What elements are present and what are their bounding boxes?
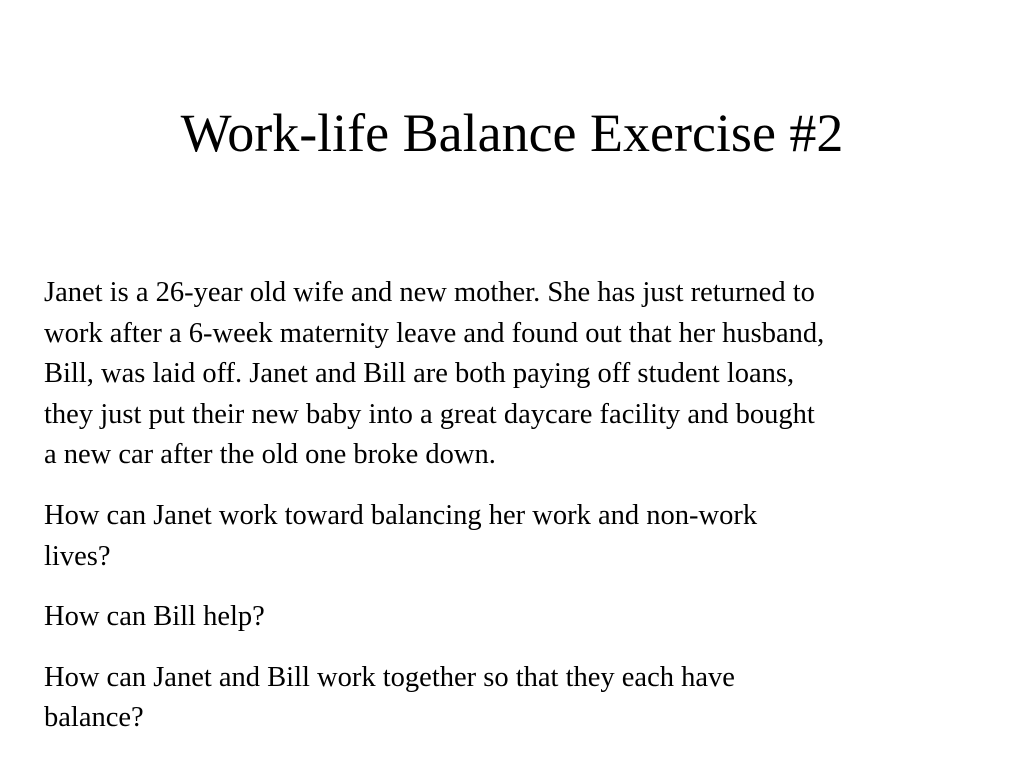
text-line: How can Janet work toward balancing her work and non-work bbox=[44, 499, 758, 531]
text-line: work after a 6-week maternity leave and found out that her husband, bbox=[44, 317, 825, 349]
scenario-paragraph bbox=[44, 273, 989, 476]
slide-title: Work-life Balance Exercise #2 bbox=[180, 103, 844, 163]
question-paragraph bbox=[44, 658, 989, 739]
question-paragraph bbox=[44, 597, 989, 638]
slide-body bbox=[44, 273, 989, 739]
text-line: they just put their new baby into a great daycare facility and bought bbox=[44, 398, 815, 430]
text-line: How can Janet and Bill work together so that they each have bbox=[44, 661, 735, 693]
text-line: How can Bill help? bbox=[44, 601, 265, 633]
text-line: lives? bbox=[44, 540, 111, 572]
text-line: a new car after the old one broke down. bbox=[44, 439, 496, 471]
text-line: Bill, was laid off. Janet and Bill are both paying off student loans, bbox=[44, 358, 795, 390]
text-line: balance? bbox=[44, 702, 144, 734]
text-line: Janet is a 26-year old wife and new mother. She has just returned to bbox=[44, 277, 815, 308]
question-paragraph bbox=[44, 496, 989, 577]
